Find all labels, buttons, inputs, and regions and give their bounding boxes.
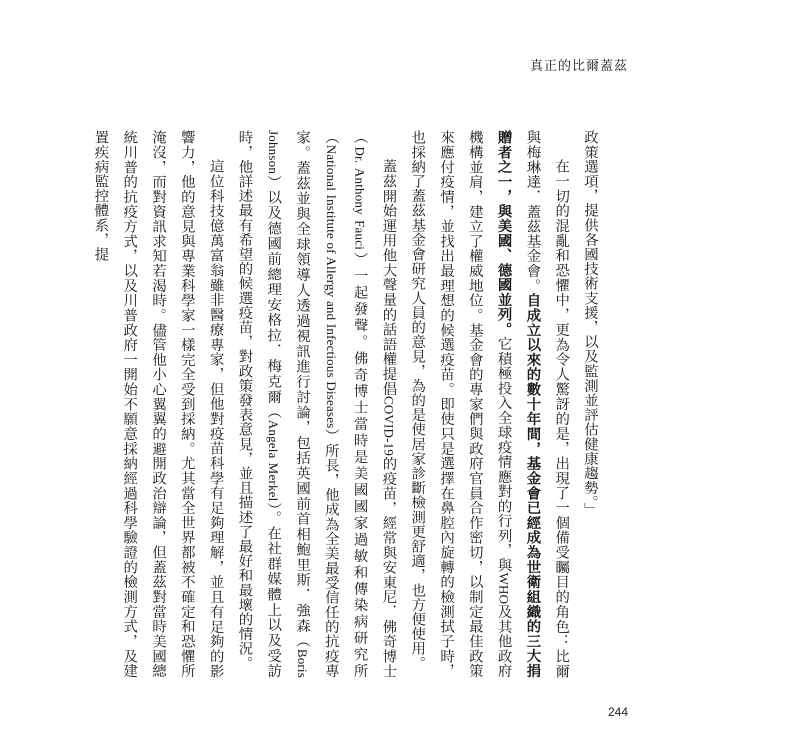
text-run: ）。在社群媒體上以及受訪時，他詳述最有希望的候選疫苗，對政策發表意見，並且描述了最好和最壞的情況。 — [236, 130, 282, 679]
page-number: 244 — [607, 705, 628, 719]
latin-text: Dr. Anthony Fauci — [352, 146, 368, 251]
running-head: 真正的比爾蓋茲 — [529, 59, 628, 74]
paragraph — [230, 130, 403, 678]
text-run: ）一起發聲。佛奇博士當時是美國國家過敏和傳染病研究所（ — [322, 130, 368, 678]
text-run: 在一切的混亂和恐懼中，更為令人驚訝的是，出現了一個備受矚目的角色：比爾與梅琳達．蓋茲基金會。 — [524, 130, 570, 678]
text-run: 政策選項，提供各國技術支援，以及監測並評估健康趨勢。」 — [582, 130, 598, 517]
paragraph — [86, 130, 230, 678]
text-run: ）以及德國前總理安格拉．梅克爾（ — [265, 174, 282, 420]
paragraph — [402, 130, 575, 678]
latin-text: Angela Merkel — [266, 419, 282, 502]
text-run: 這位科技億萬富翁雖非醫療專家，但他對疫苗科學有足夠理解，並且有足夠的影響力，他的意見與專業科學家一樣完全受到採納。尤其當全世界都被不確定和恐懼所淹沒，而對資訊求知若渴時。儘管他小心翼翼的避開政治辯論，但蓋茲對當時美國總統川普的抗疫方式，以及川普政府一開始不願意採納經過科學驗證的檢測方式，及建置疾病監控體系，提 — [92, 130, 224, 678]
latin-text: COVID-19 — [381, 395, 397, 456]
bold-text: 自成立以來的數十年間，基金會已經成為世衛組織的三大捐贈者之一，與美國、德國並列。 — [495, 130, 541, 678]
latin-text: WHO — [496, 572, 512, 605]
text-run: 的疫苗，經常與安東尼．佛奇博士（ — [351, 130, 397, 679]
latin-text: National Institute of Allergy and Infectious Diseases — [323, 144, 339, 429]
text-run: 及其他政府機構並肩，建立了權威地位。基金會的專家們與政府官員合作密切，以制定最佳政策來應付疫情，並找出最理想的候選疫苗。即使只是選擇在鼻腔內旋轉的檢測拭子時，也採納了蓋茲基金會研究人員的意見，為的是使居家診斷檢測更舒適，也方便使用。 — [409, 130, 512, 678]
text-run: 蓋茲開始運用他大聲量的話語權提倡 — [380, 158, 397, 396]
paragraph — [575, 130, 604, 678]
text-run: 它積極投入全球疫情應對的行列，與 — [495, 336, 512, 573]
body-text — [92, 130, 604, 679]
latin-text: Boris Johnson — [266, 130, 311, 678]
text-run: ）所長，他成為全美最受信任的抗疫專家。蓋茲並與全球領導人透過視訊進行討論，包括英國前首相鮑里斯．強森（ — [294, 130, 339, 679]
